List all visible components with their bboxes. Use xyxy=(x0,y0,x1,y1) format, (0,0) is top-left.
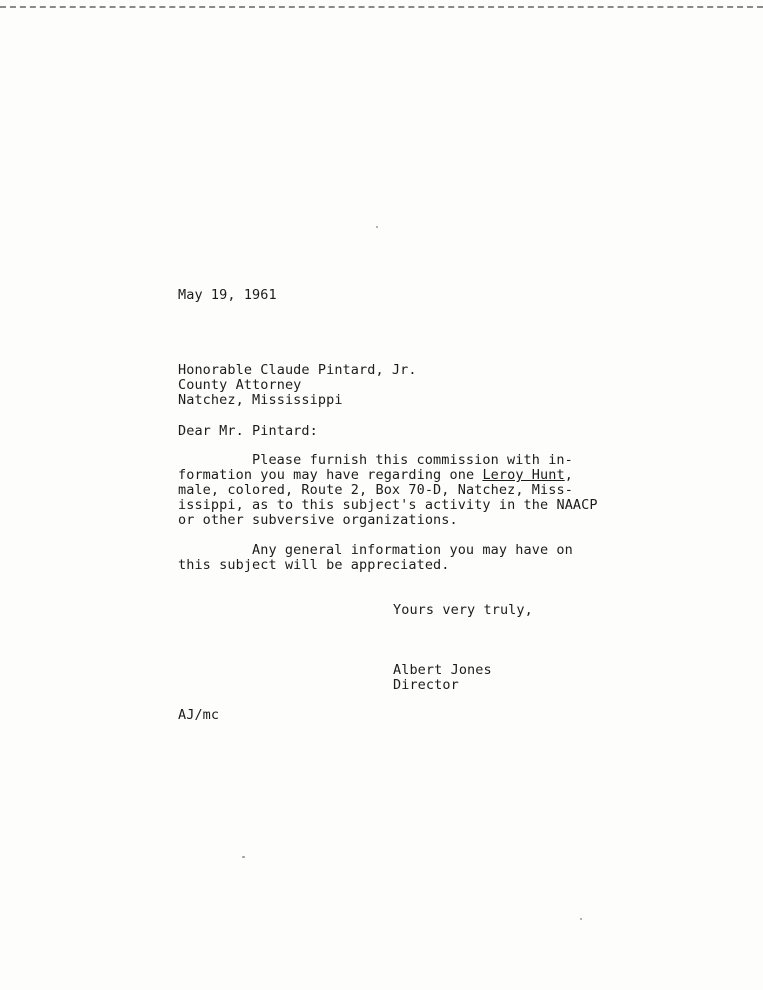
body-p1-line1: Please furnish this commission with in- xyxy=(252,452,573,468)
signature-title: Director xyxy=(393,677,459,693)
recipient-location: Natchez, Mississippi xyxy=(178,392,343,408)
body-p1-line4: issippi, as to this subject's activity in the NAACP xyxy=(178,497,598,513)
scan-speck xyxy=(242,856,245,858)
salutation: Dear Mr. Pintard: xyxy=(178,423,318,439)
body-p1-line2-end: , xyxy=(564,467,573,483)
body-p1-line5: or other subversive organizations. xyxy=(178,512,458,528)
body-p2-line1: Any general information you may have on xyxy=(252,542,573,558)
body-p2-line2: this subject will be appreciated. xyxy=(178,557,450,573)
body-p1-line3: male, colored, Route 2, Box 70-D, Natchez, Miss- xyxy=(178,482,573,498)
recipient-title: County Attorney xyxy=(178,377,302,393)
scan-speck xyxy=(376,226,378,228)
subject-name: Leroy Hunt xyxy=(482,467,565,483)
body-p1-line2-start: formation you may have regarding one xyxy=(178,467,483,483)
recipient-name: Honorable Claude Pintard, Jr. xyxy=(178,362,417,378)
signature-name: Albert Jones xyxy=(393,662,492,678)
typist-initials: AJ/mc xyxy=(178,707,220,723)
body-p1-line2 xyxy=(178,468,573,483)
closing: Yours very truly, xyxy=(393,602,533,618)
scan-speck xyxy=(580,918,582,920)
scan-top-edge xyxy=(0,0,763,8)
letter-date: May 19, 1961 xyxy=(178,287,277,303)
